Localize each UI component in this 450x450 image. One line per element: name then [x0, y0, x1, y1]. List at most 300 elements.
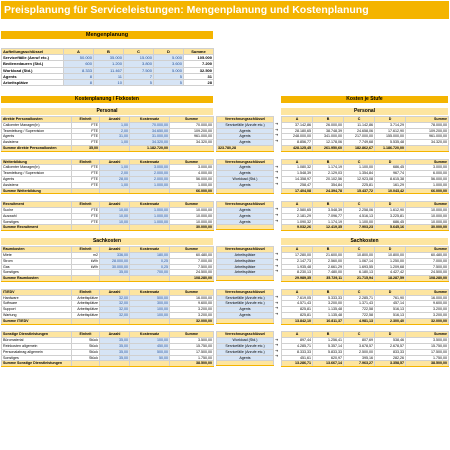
row-label: Wartung [2, 312, 72, 318]
table-cell: 686,45 [375, 219, 406, 225]
column-header: B [313, 289, 344, 295]
table-cell[interactable]: 35,00 [100, 355, 130, 361]
column-header: Summe [184, 49, 214, 55]
table-cell: 10.000,00 [406, 219, 449, 225]
table-cell: 28.180,65 [282, 128, 313, 134]
table-cell: 5.357,14 [313, 343, 344, 349]
table-cell: 8.333,33 [282, 349, 313, 355]
table-cell[interactable]: 8.333 [64, 67, 94, 73]
table-cell: 60.480,00 [170, 252, 214, 258]
arrow-right-icon: ➜ [275, 137, 279, 143]
table-cell: 1.612,90 [375, 207, 406, 213]
sum-cell [170, 145, 214, 151]
sum-cell [100, 188, 130, 194]
allocation-key-select[interactable]: Agents [217, 207, 274, 213]
allocation-key-select[interactable]: Arbeitsplätze [217, 252, 274, 258]
table-cell: FTE [72, 213, 100, 219]
table-cell: 761,90 [375, 295, 406, 301]
table-cell: 833,33 [375, 349, 406, 355]
table-cell: 60.480,00 [406, 252, 449, 258]
allocation-key-select[interactable]: Workload (Std.) [217, 176, 274, 182]
table-cell: 217.000,00 [344, 134, 375, 140]
table-cell: 7.096,77 [313, 213, 344, 219]
sum-cell [130, 361, 170, 367]
arrow-right-icon: ➜ [275, 174, 279, 180]
mengenplanung-row [2, 80, 214, 86]
table-cell[interactable]: 2.000,00 [130, 176, 170, 182]
table-cell[interactable]: 1.000,00 [130, 182, 170, 188]
column-header: Anzahl [100, 332, 130, 338]
column-header: Anzahl [100, 289, 130, 295]
table-cell[interactable]: 15.000 [124, 55, 154, 61]
sum-label: Summe Recruitment [2, 225, 72, 231]
table-cell[interactable]: 34.650,00 [130, 128, 170, 134]
column-header: Kostensatz [130, 332, 170, 338]
allocation-key-select[interactable]: Agents [217, 213, 274, 219]
table-cell: 5.833,33 [313, 349, 344, 355]
arrow-right-icon: ➜ [275, 217, 279, 223]
column-header: D [375, 332, 406, 338]
table-cell[interactable]: 28.000,00 [100, 258, 130, 264]
column-header: B [313, 202, 344, 208]
table-cell[interactable]: 100,00 [130, 338, 170, 344]
table-cell: 2.147,73 [282, 258, 313, 264]
column-header: Summe [406, 159, 449, 165]
table-cell[interactable]: 32,00 [100, 312, 130, 318]
table-cell: Stück [72, 355, 100, 361]
column-header: D [154, 49, 184, 55]
table-cell[interactable]: 700,00 [130, 270, 170, 276]
sum-row [2, 225, 214, 231]
sum-row [2, 188, 214, 194]
table-cell[interactable]: 600 [64, 61, 94, 67]
allocation-key-select[interactable]: Servicefälle (Anrufe etc.) [217, 295, 274, 301]
sum-cell [130, 318, 170, 324]
column-header: Aufteilungsschlüssel [2, 49, 64, 55]
table-cell: 538,46 [375, 338, 406, 344]
table-cell[interactable]: 7 [124, 73, 154, 79]
cost-table-left [1, 116, 214, 152]
table-cell: kWh [72, 258, 100, 264]
sum-cell: 17.404,08 [282, 188, 313, 194]
cost-table-left [1, 289, 214, 325]
column-header: Einheit [72, 332, 100, 338]
table-cell[interactable]: 2,00 [100, 171, 130, 177]
arrow-right-icon: ➜ [275, 121, 279, 127]
allocation-key-select[interactable]: Arbeitsplätze [217, 258, 274, 264]
column-header: Summe [170, 202, 214, 208]
table-cell: 620,97 [313, 355, 344, 361]
sum-label: Summe Raumkosten [2, 276, 72, 282]
table-cell: 31 [184, 73, 214, 79]
table-cell[interactable]: 11 [94, 73, 124, 79]
column-header: C [344, 289, 375, 295]
sum-cell: 4.981,13 [344, 318, 375, 324]
column-header: Einheit [72, 289, 100, 295]
allocation-key-select[interactable]: Agents [217, 355, 274, 361]
column-header: Kostensatz [130, 289, 170, 295]
allocation-key-select[interactable]: Servicefälle (Anrufe etc.) [217, 301, 274, 307]
section-title-right: Sachkosten [281, 238, 448, 245]
table-cell: 10.000,00 [406, 207, 449, 213]
sum-cell [72, 318, 100, 324]
cost-stufe-sum-row [282, 276, 449, 282]
table-cell[interactable]: 3.800 [124, 61, 154, 67]
column-header: IT/EDV [2, 289, 72, 295]
table-cell: Stück [72, 343, 100, 349]
column-header: Einheit [72, 202, 100, 208]
table-cell: 3.200,00 [170, 312, 214, 318]
row-label: Agents [2, 73, 64, 79]
table-cell[interactable]: 336,00 [100, 252, 130, 258]
sum-label: Summe Sonstige Dienstleistungen [2, 361, 72, 367]
sum-cell: 30.000,00 [170, 225, 214, 231]
sum-cell: 323.780,28 [217, 145, 274, 151]
cost-sections [0, 108, 450, 448]
allocation-sum-row [217, 188, 274, 193]
cost-stufe-sum-row [282, 318, 449, 324]
table-cell: m2 [72, 252, 100, 258]
table-cell: FTE [72, 207, 100, 213]
table-cell[interactable]: 8 [64, 73, 94, 79]
sum-label: Summe direkte Personalkosten [2, 145, 72, 151]
column-header: B [313, 117, 344, 123]
table-cell[interactable]: 28,00 [100, 176, 130, 182]
table-cell[interactable]: 500,00 [130, 349, 170, 355]
table-cell: 722,58 [344, 307, 375, 313]
allocation-key-select[interactable]: Agents [217, 165, 274, 171]
row-label: Assistenz [2, 140, 72, 146]
sum-cell [100, 145, 130, 151]
column-header: Anzahl [100, 202, 130, 208]
table-cell: 1.000,00 [170, 182, 214, 188]
table-cell: 1.067,14 [344, 258, 375, 264]
sum-cell [217, 225, 274, 230]
column-header: Summe [170, 332, 214, 338]
table-cell[interactable]: 100,00 [130, 307, 170, 313]
table-cell[interactable]: 50.000 [64, 55, 94, 61]
table-cell: 1.174,19 [313, 165, 344, 171]
table-cell[interactable]: 1,00 [100, 165, 130, 171]
table-cell[interactable]: 32,00 [100, 307, 130, 313]
table-cell: 78.000,00 [406, 122, 449, 128]
allocation-header-row [217, 289, 274, 295]
table-cell[interactable]: 35,00 [100, 338, 130, 344]
column-header: Summe [170, 159, 214, 165]
allocation-key-select[interactable]: Arbeitsplätze [217, 264, 274, 270]
allocation-key-select[interactable]: Agents [217, 307, 274, 313]
column-header: Anzahl [100, 247, 130, 253]
table-cell[interactable]: 1,00 [100, 140, 130, 146]
table-cell: Arbeitsplätze [72, 307, 100, 313]
table-cell: 722,58 [344, 312, 375, 318]
sum-cell: 428.125,45 [282, 145, 313, 151]
table-cell: 1.000,00 [406, 182, 449, 188]
table-cell: 21.600,00 [313, 252, 344, 258]
table-cell[interactable]: 10,00 [100, 219, 130, 225]
column-header: Kostensatz [130, 202, 170, 208]
allocation-key-select[interactable]: Servicefälle (Anrufe etc.) [217, 349, 274, 355]
allocation-sum-row [217, 225, 274, 230]
allocation-header-row [217, 247, 274, 253]
table-cell[interactable]: 1.000,00 [130, 219, 170, 225]
column-header: Verrechnungsschlüssel [217, 202, 274, 208]
column-header: Summe [406, 289, 449, 295]
table-cell: 109.200,00 [406, 128, 449, 134]
table-cell[interactable]: 5 [124, 80, 154, 86]
table-cell[interactable]: 31,00 [100, 134, 130, 140]
table-cell[interactable]: 35,00 [100, 270, 130, 276]
table-cell: 16.000,00 [170, 295, 214, 301]
table-cell[interactable]: 35.000 [94, 55, 124, 61]
allocation-key-select[interactable]: Agents [217, 140, 274, 146]
sum-cell: 1.182.720,00 [130, 145, 170, 151]
table-cell: 1.354,84 [344, 171, 375, 177]
table-cell: 3.500,00 [406, 338, 449, 344]
table-cell[interactable]: 1,00 [100, 182, 130, 188]
table-cell: kWh [72, 264, 100, 270]
table-cell: FTE [72, 165, 100, 171]
allocation-key-select[interactable]: Agents [217, 182, 274, 188]
table-cell[interactable]: 35,00 [100, 349, 130, 355]
allocation-key-select[interactable]: Agents [217, 171, 274, 177]
table-cell: 34.320,00 [406, 140, 449, 146]
sum-cell: 13.842,10 [282, 318, 313, 324]
sum-cell [130, 225, 170, 231]
arrow-right-icon: ➜ [275, 293, 279, 299]
column-header: B [313, 247, 344, 253]
table-cell: 1.256,41 [313, 338, 344, 344]
mengenplanung-table [1, 48, 214, 86]
allocation-key-table [216, 159, 274, 194]
table-cell: 1.693,55 [344, 264, 375, 270]
allocation-key-select[interactable]: Arbeitsplätze [217, 270, 274, 276]
row-label: Support [2, 307, 72, 313]
column-header: Summe [406, 117, 449, 123]
table-cell: 7.200 [184, 61, 214, 67]
table-cell: 897,44 [282, 338, 313, 344]
arrow-right-icon: ➜ [275, 251, 279, 257]
table-cell: 155.000,00 [375, 134, 406, 140]
column-header: C [124, 49, 154, 55]
cost-table-right [281, 289, 449, 325]
column-header: A [64, 49, 94, 55]
row-label: Teamleitung / Supervision [2, 171, 72, 177]
cost-table-right [281, 116, 449, 152]
sum-cell: 5.645,16 [375, 225, 406, 231]
column-header: Anzahl [100, 117, 130, 123]
table-cell[interactable]: 5.000 [154, 67, 184, 73]
table-cell[interactable]: 31.000,00 [130, 134, 170, 140]
table-cell[interactable]: 50,00 [130, 355, 170, 361]
table-cell[interactable]: 5 [154, 80, 184, 86]
column-header: Summe [170, 289, 214, 295]
table-cell: 10.000,00 [170, 207, 214, 213]
right-kosten-je-stufe-header: Kosten je Stufe [281, 96, 448, 103]
allocation-key-select[interactable]: Workload (Std.) [217, 338, 274, 344]
allocation-key-select[interactable]: Servicefälle (Anrufe etc.) [217, 343, 274, 349]
table-cell: 32.500 [184, 67, 214, 73]
sum-row [2, 276, 214, 282]
allocation-header-row [217, 159, 274, 165]
table-cell: 2.258,06 [344, 207, 375, 213]
row-label: Miete [2, 252, 72, 258]
sum-cell [72, 276, 100, 282]
table-cell: Arbeitsplätze [72, 301, 100, 307]
sum-cell [130, 188, 170, 194]
table-cell: 1.100,00 [344, 165, 375, 171]
table-cell: 16.000,00 [406, 295, 449, 301]
sum-cell: 15.437,72 [344, 188, 375, 194]
table-cell[interactable]: 1.000,00 [130, 207, 170, 213]
table-cell: 4.427,42 [375, 270, 406, 276]
table-cell: 825,81 [282, 312, 313, 318]
allocation-sum-row [217, 145, 274, 151]
table-cell[interactable]: 11.467 [94, 67, 124, 73]
column-header: A [282, 159, 313, 165]
table-cell: 161,29 [375, 182, 406, 188]
allocation-key-select[interactable]: Servicefälle (Anrufe etc.) [217, 122, 274, 128]
section-title-right: Personal [281, 108, 448, 115]
table-cell: 1.750,00 [406, 355, 449, 361]
table-cell: 24.658,06 [344, 128, 375, 134]
table-cell: 258,47 [282, 182, 313, 188]
table-cell[interactable]: 8 [64, 80, 94, 86]
table-cell: 70.000,00 [170, 122, 214, 128]
allocation-key-table [216, 201, 274, 230]
table-cell[interactable]: 300,00 [130, 301, 170, 307]
table-cell[interactable]: 35,00 [100, 343, 130, 349]
row-label: Agents [2, 134, 72, 140]
row-label: Software [2, 301, 72, 307]
sum-cell: 18.287,59 [375, 276, 406, 282]
cost-table-right [281, 246, 449, 282]
table-cell[interactable]: 5 [154, 73, 184, 79]
table-cell[interactable]: 10,00 [100, 213, 130, 219]
column-header: Summe [170, 117, 214, 123]
sum-cell: 29.989,35 [282, 276, 313, 282]
sum-cell: 1.186.720,00 [375, 145, 406, 151]
arrow-right-icon: ➜ [275, 169, 279, 175]
row-label: Agents [2, 176, 72, 182]
table-cell: 6.000,00 [406, 171, 449, 177]
table-cell[interactable]: 1.200 [94, 61, 124, 67]
table-cell: 26.000,00 [313, 122, 344, 128]
allocation-key-select[interactable]: Agents [217, 219, 274, 225]
column-header: Kostensatz [130, 247, 170, 253]
table-cell: 3.000,00 [170, 165, 214, 171]
table-cell[interactable]: 70.000,00 [130, 122, 170, 128]
table-cell: 17.500,00 [170, 349, 214, 355]
table-cell: 12.178,06 [313, 140, 344, 146]
column-header: A [282, 247, 313, 253]
table-cell: 2.678,57 [375, 343, 406, 349]
table-cell[interactable]: 180,00 [130, 252, 170, 258]
table-cell: 457,14 [375, 301, 406, 307]
table-cell[interactable]: 30.000,00 [100, 264, 130, 270]
arrow-right-icon: ➜ [275, 336, 279, 342]
table-cell: 395,16 [344, 355, 375, 361]
table-cell: 1.080,32 [282, 165, 313, 171]
table-cell[interactable]: 10,00 [100, 207, 130, 213]
sum-label: Summe Weiterbildung [2, 188, 72, 194]
table-cell[interactable]: 500,00 [130, 295, 170, 301]
column-header: C [344, 159, 375, 165]
table-cell[interactable]: 450,00 [130, 343, 170, 349]
sum-row [2, 361, 214, 367]
table-cell[interactable]: 100,00 [130, 312, 170, 318]
table-cell: 37.142,86 [282, 122, 313, 128]
column-header: B [94, 49, 124, 55]
section-title-left: Personal [1, 108, 213, 115]
sum-cell: 21.715,94 [344, 276, 375, 282]
table-cell[interactable]: 5.000 [154, 55, 184, 61]
column-header: Verrechnungsschlüssel [217, 117, 274, 123]
cost-stufe-sum-row [282, 361, 449, 367]
table-cell[interactable]: 10 [94, 80, 124, 86]
row-label: Sonstiges [2, 219, 72, 225]
table-cell: 3.200,00 [406, 312, 449, 318]
sum-row [2, 145, 214, 151]
table-cell: 282,26 [375, 355, 406, 361]
table-cell[interactable]: 32,00 [100, 295, 130, 301]
allocation-key-select[interactable]: Agents [217, 128, 274, 134]
table-cell: 1.548,39 [282, 171, 313, 177]
column-header: Sonstige Dienstleistungen [2, 332, 72, 338]
allocation-key-select[interactable]: Agents [217, 312, 274, 318]
sum-cell: 9.032,26 [282, 225, 313, 231]
table-cell[interactable]: 1.000,00 [130, 213, 170, 219]
table-cell[interactable]: 34.320,00 [130, 140, 170, 146]
allocation-header-row [217, 117, 274, 123]
row-label: Assistenz [2, 182, 72, 188]
table-cell: 56.000,00 [170, 176, 214, 182]
table-cell: 34.320,00 [170, 140, 214, 146]
cost-stufe-sum-row [282, 145, 449, 151]
column-header: A [282, 202, 313, 208]
column-header: Summe [406, 202, 449, 208]
sum-cell [406, 145, 449, 151]
table-cell: 451,61 [282, 355, 313, 361]
table-cell[interactable]: 7.500 [124, 67, 154, 73]
table-cell: 3.678,57 [344, 343, 375, 349]
table-cell[interactable]: 1,00 [100, 122, 130, 128]
column-header: Summe [406, 332, 449, 338]
table-cell[interactable]: 2.000,00 [130, 171, 170, 177]
table-cell[interactable]: 0,25 [130, 264, 170, 270]
table-cell: 5.333,33 [313, 295, 344, 301]
arrow-right-icon: ➜ [275, 211, 279, 217]
table-cell: 5.535,48 [375, 140, 406, 146]
table-cell[interactable]: 3.000,00 [130, 165, 170, 171]
table-cell: 17.612,90 [375, 128, 406, 134]
table-cell: 12.923,08 [344, 176, 375, 182]
table-cell: 7.619,05 [282, 295, 313, 301]
table-cell: 7.500,00 [406, 264, 449, 270]
row-label: Teamleitung / Supervision [2, 128, 72, 134]
table-cell[interactable]: 0,25 [130, 258, 170, 264]
table-cell[interactable]: 2,00 [100, 128, 130, 134]
table-cell: 686,45 [375, 165, 406, 171]
table-cell[interactable]: 32,00 [100, 301, 130, 307]
sum-cell: 13.667,14 [313, 361, 344, 367]
sum-cell: 7.903,23 [344, 225, 375, 231]
table-cell[interactable]: 3.600 [154, 61, 184, 67]
allocation-key-select[interactable]: Agents [217, 134, 274, 140]
table-cell: 4.000,00 [170, 171, 214, 177]
sum-cell: 24.394,78 [313, 188, 344, 194]
column-header: D [375, 289, 406, 295]
